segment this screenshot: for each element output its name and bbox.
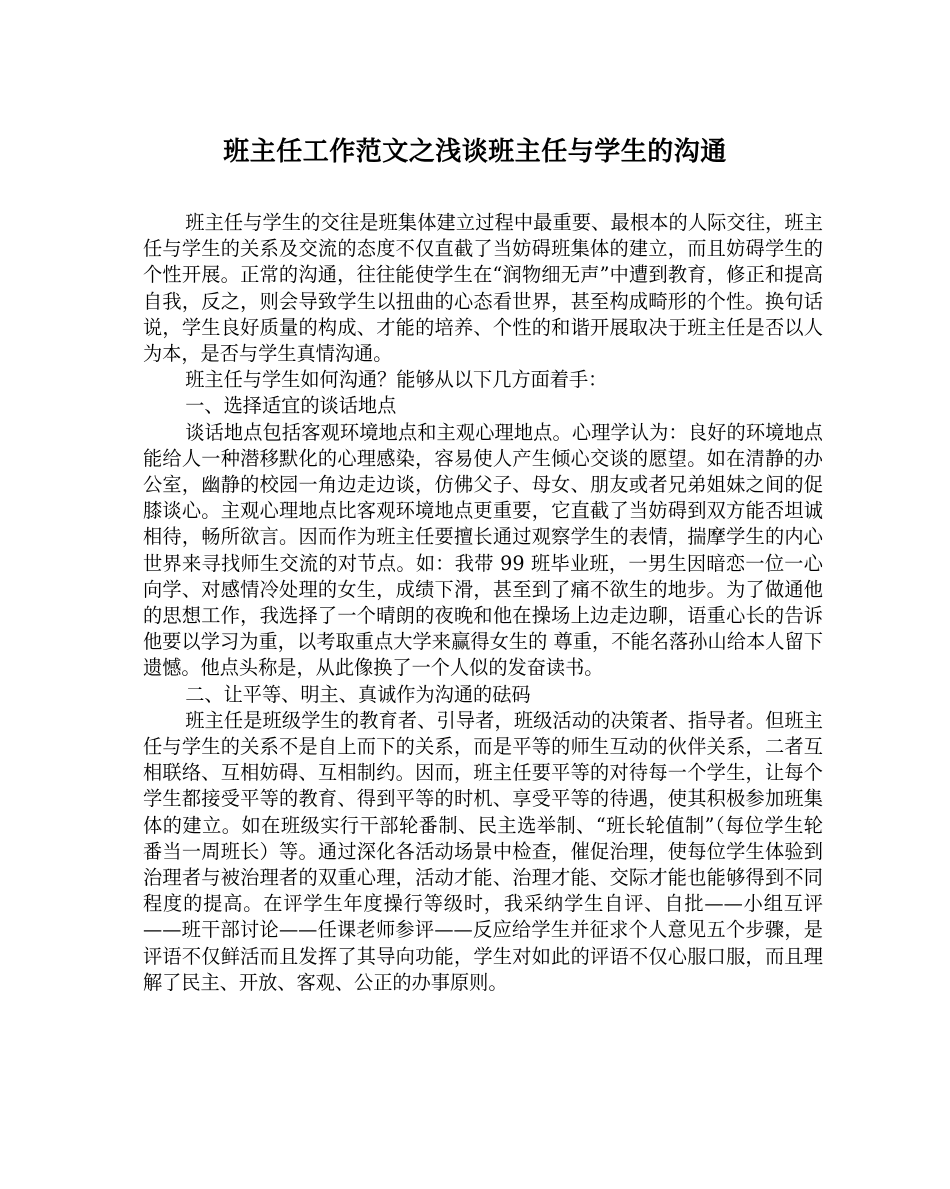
paragraph-section-1: 谈话地点包括客观环境地点和主观心理地点。心理学认为：良好的环境地点能给人一种潜移默化的心理感染，容易使人产生倾心交谈的愿望。如在清静的办公室，幽静的校园一角边走边谈，仿佛父子、母女、朋友或者兄弟姐妹之间的促膝谈心。主观心理地点比客观环境地点更重要，它直截了当妨碍到双方能否坦诚相待，畅所欲言。因而作为班主任要擅长通过观察学生的表情，揣摩学生的内心世界来寻找师生交流的对节点。如：我带 99 班毕业班，一男生因暗恋一位一心向学、对感情冷处理的女生，成绩下滑，甚至到了痛不欲生的地步。为了做通他的思想工作，我选择了一个晴朗的夜晚和他在操场上边走边聊，语重心长的告诉他要以学习为重，以考取重点大学来赢得女生的 尊重，不能名落孙山给本人留下遗憾。他点头称是，从此像换了一个人似的发奋读书。 [143, 420, 823, 680]
section-heading-2: 二、让平等、明主、真诚作为沟通的砝码 [185, 682, 531, 706]
paragraph-question: 班主任与学生如何沟通？能够从以下几方面着手： [185, 368, 608, 392]
section-heading-1: 一、选择适宜的谈话地点 [185, 394, 397, 418]
paragraph-section-2: 班主任是班级学生的教育者、引导者，班级活动的决策者、指导者。但班主任与学生的关系不是自上而下的关系，而是平等的师生互动的伙伴关系，二者互相联络、互相妨碍、互相制约。因而，班主任要平等的对待每一个学生，让每个学生都接受平等的教育、得到平等的时机、享受平等的待遇，使其积极参加班集体的建立。如在班级实行干部轮番制、民主选举制、“班长轮值制”（每位学生轮番当一周班长）等。通过深化各活动场景中检查，催促治理，使每位学生体验到治理者与被治理者的双重心理，活动才能、治理才能、交际才能也能够得到不同程度的提高。在评学生年度操行等级时，我采纳学生自评、自批——小组互评——班干部讨论——任课老师参评——反应给学生并征求个人意见五个步骤，是评语不仅鲜活而且发挥了其导向功能，学生对如此的评语不仅心服口服，而且理解了民主、开放、客观、公正的办事原则。 [143, 708, 823, 994]
paragraph-intro: 班主任与学生的交往是班集体建立过程中最重要、最根本的人际交往，班主任与学生的关系及交流的态度不仅直截了当妨碍班集体的建立，而且妨碍学生的个性开展。正常的沟通，往往能使学生在“润物细无声”中遭到教育，修正和提高自我，反之，则会导致学生以扭曲的心态看世界，甚至构成畸形的个性。换句话说，学生良好质量的构成、才能的培养、个性的和谐开展取决于班主任是否以人为本，是否与学生真情沟通。 [143, 211, 823, 366]
document-body [143, 210, 823, 996]
document-title: 班主任工作范文之浅谈班主任与学生的沟通 [223, 137, 727, 167]
